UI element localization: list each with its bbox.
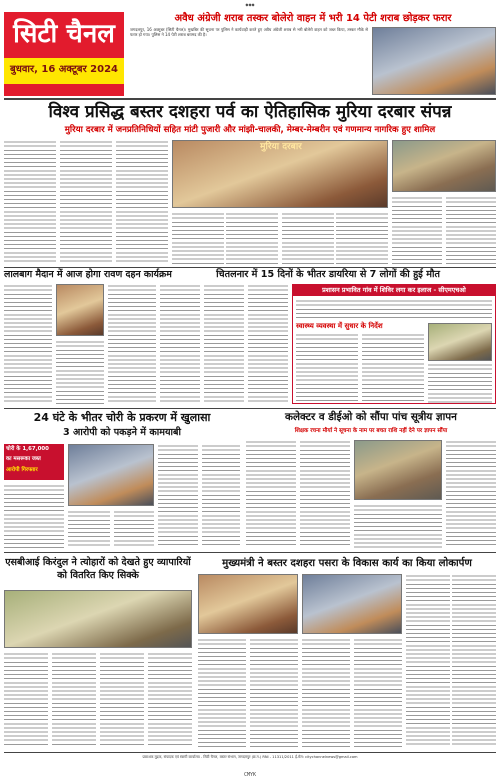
collector-subhead: शिक्षक रचना मौर्या ने सूचना के नाम पर बचत राशि नहीं देने पर ज्ञापन सौंपा	[294, 428, 448, 434]
cm-col-3	[198, 638, 246, 748]
footer-page-label: CMYK	[243, 772, 257, 778]
theft-col-3	[114, 510, 154, 548]
health-box	[292, 284, 496, 404]
theft-col-1	[4, 484, 64, 548]
theft-box	[4, 444, 64, 480]
cm-headline: मुख्यमंत्री ने बस्तर दशहरा पसरा के विकास कार्य का किया लोकार्पण	[222, 558, 472, 569]
theft-box-line-2: का मसरूका जब्त	[6, 456, 41, 462]
section-divider-3	[4, 552, 496, 553]
theft-col-4	[158, 444, 198, 548]
lead-photo-caption: मुरिया दरबार	[260, 142, 302, 152]
cm-col-1	[406, 574, 450, 748]
section-divider-1	[4, 267, 496, 268]
collector-col-3	[354, 504, 442, 548]
chitalnar-headline: चितलनार में 15 दिनों के भीतर डायरिया से 7 लोगों की हुई मौत	[216, 269, 440, 280]
lead-subhead: मुरिया दरबार में जनप्रतिनिधियों सहित मांटी पुजारी और मांझी-चालकी, मेम्बर-मेम्बरीन एवं गणमान्य नागरिक हुए शामिल	[64, 125, 436, 135]
sbi-photo	[4, 590, 192, 648]
theft-headline: 24 घंटे के भीतर चोरी के प्रकरण में खुलासा	[33, 411, 211, 424]
rath-headline: लालबाग मैदान में आज होगा रावण दहन कार्यक्रम	[4, 269, 172, 280]
chitalnar-col-2	[204, 284, 244, 404]
cm-col-5	[302, 638, 350, 748]
lead-col-1	[4, 140, 56, 264]
cm-col-4	[250, 638, 298, 748]
collector-col-2	[300, 440, 350, 548]
top-headline: अवैध अंग्रेजी शराब तस्कर बोलेरो वाहन में भरी 14 पेटी शराब छोड़कर फरार	[174, 13, 452, 24]
health-box-col-2	[362, 333, 424, 403]
theft-col-5	[202, 444, 240, 548]
lead-col-3	[116, 140, 168, 264]
cm-photo-1	[198, 574, 298, 634]
health-box-subhead: स्वास्थ्य व्यवस्था में सुधार के निर्देश	[296, 322, 383, 330]
sbi-col-2	[52, 652, 96, 748]
rath-col-3	[108, 284, 156, 404]
page-registration-mark: ◆◆◆	[245, 2, 255, 7]
collector-col-4	[446, 440, 496, 548]
masthead	[4, 12, 496, 96]
lead-headline: विश्व प्रसिद्ध बस्तर दशहरा पर्व का ऐतिहासिक मुरिया दरबार संपन्न	[48, 102, 452, 122]
footer-text: प्रकाशक मुद्रक, संपादक एवं स्वामी कार्यालय - सिटी चैनल, बस्तर संभाग, जगदलपुर (छ.ग.) RNI - 11311/2011 ई-मेल: citychannelnews@gmail.com	[142, 755, 358, 759]
theft-col-2	[68, 510, 110, 548]
sbi-col-4	[148, 652, 192, 748]
lead-col-7	[336, 212, 388, 264]
cm-col-6	[354, 638, 402, 748]
rath-photo	[56, 284, 104, 336]
sbi-col-3	[100, 652, 144, 748]
collector-headline: कलेक्टर व डीईओ को सौंपा पांच सूत्रीय ज्ञापन	[285, 411, 457, 423]
chitalnar-col-1	[160, 284, 200, 404]
chitalnar-col-3	[248, 284, 288, 404]
sbi-headline: एसबीआई किरंदुल ने त्योहारों को देखते हुए व्यापारियों को वितरित किए सिक्के	[5, 557, 191, 581]
cm-col-2	[452, 574, 496, 748]
theft-photo	[68, 444, 154, 506]
masthead-divider	[4, 98, 496, 100]
theft-box-line-3: आरोपी गिरफ्तार	[6, 467, 38, 473]
health-box-text	[296, 299, 492, 321]
section-divider-2	[4, 408, 496, 409]
health-box-col-1	[296, 333, 358, 403]
health-box-col-3	[428, 363, 492, 403]
footer-divider	[4, 752, 496, 753]
collector-col-1	[246, 440, 296, 548]
lead-col-8	[392, 196, 442, 264]
lead-col-4	[172, 212, 224, 264]
lead-col-9	[446, 196, 496, 264]
rath-col-2	[56, 340, 104, 404]
lead-col-2	[60, 140, 112, 264]
lead-side-photo	[392, 140, 496, 192]
masthead-logo-box	[4, 12, 124, 96]
health-box-photo	[428, 323, 492, 361]
sbi-col-1	[4, 652, 48, 748]
masthead-date: बुधवार, 16 अक्टूबर 2024	[9, 64, 119, 75]
top-subhead: जगदलपुर, 16 अक्टूबर (सिटी चैनल)। मुखबिर की सूचना पर पुलिस ने कार्यवाही करते हुए अवैध अंग्रेजी शराब से भरी बोलेरो वाहन को जब्त किया, तस्कर मौके से फरार हो गया। पुलिस ने 14 पेटी शराब बरामद की है।	[130, 27, 368, 37]
rath-body	[4, 284, 156, 404]
lead-photo	[172, 140, 388, 208]
rath-col-1	[4, 284, 52, 404]
health-box-title: प्रशासन प्रभावित गांव में शिविर लगा कर इलाज - सीएमएचओ	[293, 285, 495, 296]
cm-photo-2	[302, 574, 402, 634]
theft-subhead: 3 आरोपी को पकड़ने में कामयाबी	[63, 427, 181, 438]
top-photo	[372, 27, 496, 95]
lead-col-5	[226, 212, 278, 264]
lead-body	[4, 140, 496, 264]
masthead-title: सिटी चैनल	[13, 19, 115, 49]
theft-box-line-1: चोरी के 1,67,000	[6, 446, 49, 452]
collector-photo	[354, 440, 442, 500]
lead-col-6	[282, 212, 334, 264]
chitalnar-body	[160, 284, 288, 404]
